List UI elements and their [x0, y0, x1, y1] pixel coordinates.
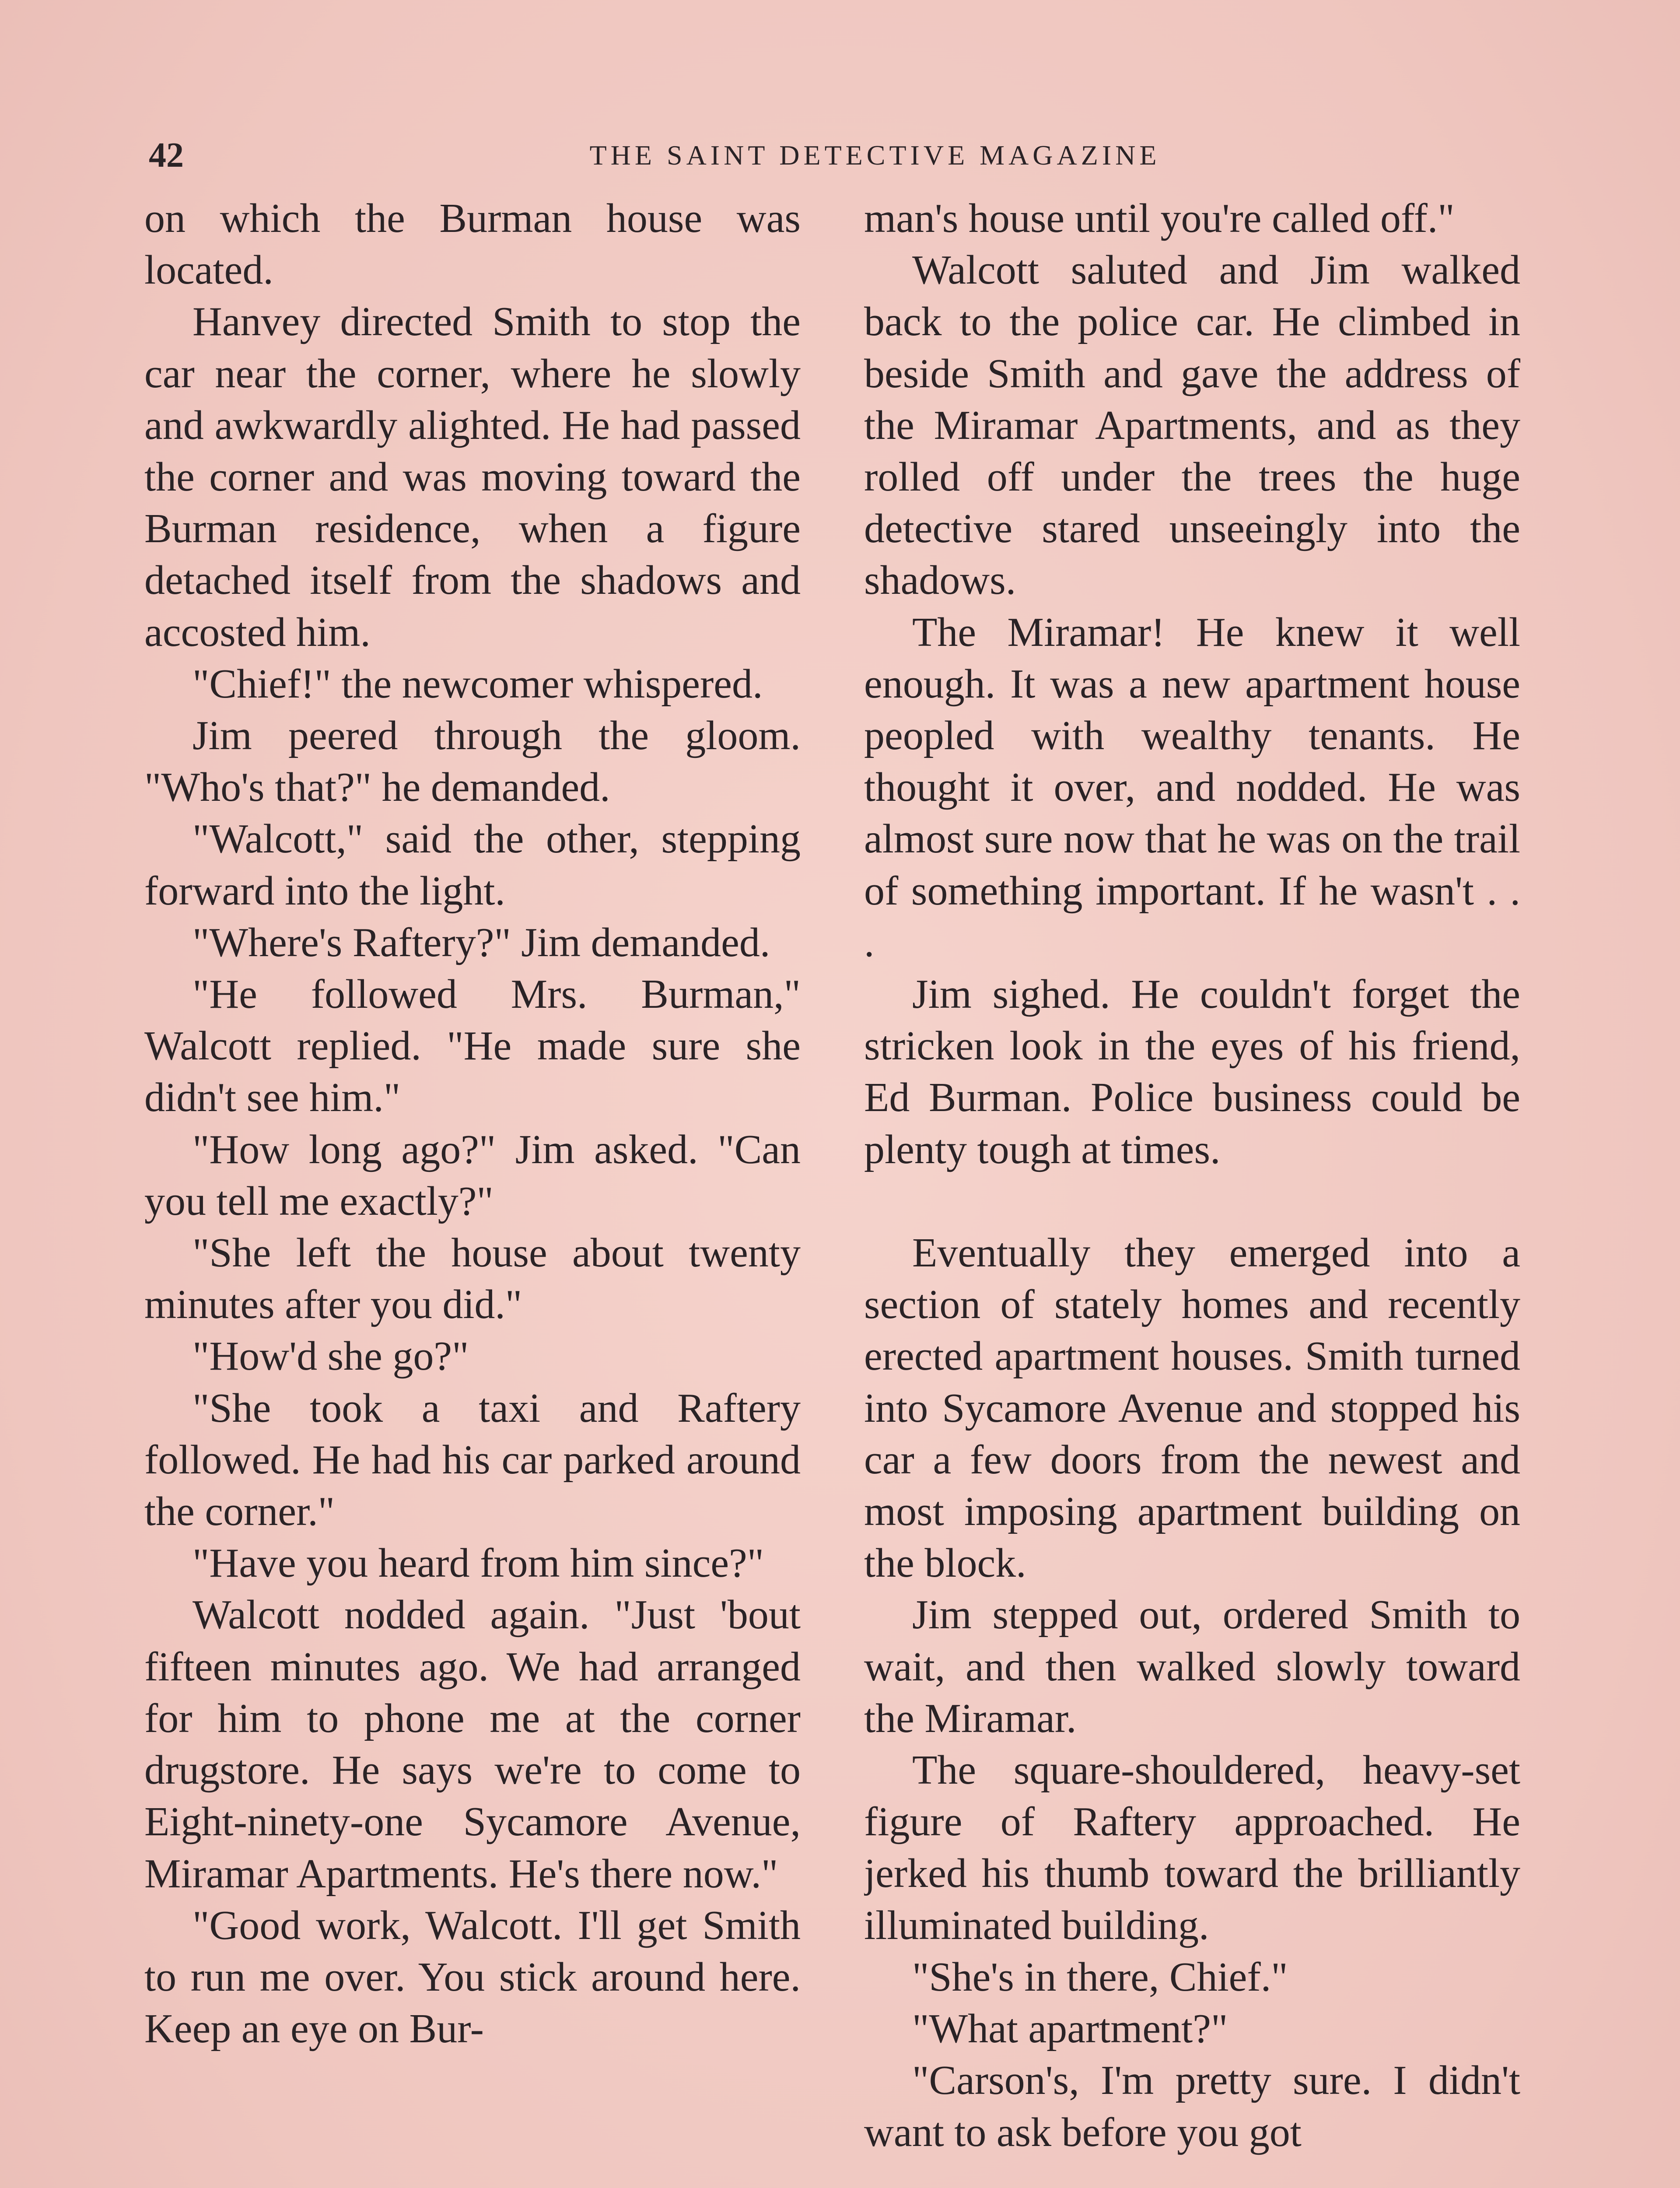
page-number: 42: [149, 136, 184, 175]
paragraph: man's house until you're called off.": [864, 196, 1455, 241]
paragraph: Eventually they emerged into a section of stately homes and recently erected apartment houses. Smith turned into Sycamore Avenue and stopped his car a few doors from the newest and most imposing apartment building on the block.: [864, 1230, 1520, 1586]
paragraph: Jim sighed. He couldn't forget the stricken look in the eyes of his friend, Ed Burman. Police business could be plenty tough at times.: [864, 971, 1520, 1172]
paragraph: Walcott saluted and Jim walked back to the police car. He climbed in beside Smith and gave the address of the Miramar Apartments, and as they rolled off under the trees the huge detective stared unseeingly into the shadows.: [864, 247, 1520, 603]
paragraph: The square-shouldered, heavy-set figure of Raftery approached. He jerked his thumb toward the brilliantly illuminated building.: [864, 1747, 1520, 1948]
paragraph: The Miramar! He knew it well enough. It was a new apartment house peopled with wealthy tenants. He thought it over, and nodded. He was almost sure now that he was on the trail of something important. If he wasn't . . .: [864, 609, 1520, 965]
paragraph: "Good work, Walcott. I'll get Smith to run me over. You stick around here. Keep an eye on Bur-: [144, 1902, 801, 2052]
left-column: [144, 193, 801, 2188]
paragraph: "Where's Raftery?" Jim demanded.: [192, 919, 770, 965]
paragraph: Hanvey directed Smith to stop the car near the corner, where he slowly and awkwardly alighted. He had passed the corner and was moving toward the Burman residence, when a figure detached itself from the shadows and accosted him.: [144, 299, 801, 655]
running-title: THE SAINT DETECTIVE MAGAZINE: [589, 140, 1161, 171]
paragraph: "He followed Mrs. Burman," Walcott replied. "He made sure she didn't see him.": [144, 971, 801, 1121]
paragraph: "Have you heard from him since?": [192, 1540, 764, 1586]
paragraph: "What apartment?": [912, 2006, 1228, 2052]
paragraph: "She took a taxi and Raftery followed. He had his car parked around the corner.": [144, 1385, 801, 1535]
paragraph: "She left the house about twenty minutes after you did.": [144, 1230, 801, 1328]
page-header: [149, 131, 1531, 179]
paragraph: "She's in there, Chief.": [912, 1954, 1288, 2000]
paragraph: Jim peered through the gloom. "Who's that?" he demanded.: [144, 713, 801, 810]
paragraph: "Chief!" the newcomer whispered.: [192, 661, 763, 707]
right-column: [864, 193, 1520, 2188]
paragraph: on which the Burman house was located.: [144, 196, 801, 293]
paragraph: "How'd she go?": [192, 1333, 469, 1379]
paragraph: "How long ago?" Jim asked. "Can you tell me exactly?": [144, 1126, 801, 1224]
paragraph: "Walcott," said the other, stepping forward into the light.: [144, 816, 801, 914]
paragraph: Walcott nodded again. "Just 'bout fifteen minutes ago. We had arranged for him to phone me at the corner drugstore. He says we're to come to Eight-ninety-one Sycamore Avenue, Miramar Apartments. He's there now.": [144, 1592, 801, 1897]
paragraph: Jim stepped out, ordered Smith to wait, and then walked slowly toward the Miramar.: [864, 1592, 1520, 1741]
paragraph: "Carson's, I'm pretty sure. I didn't want to ask before you got: [864, 2058, 1520, 2155]
